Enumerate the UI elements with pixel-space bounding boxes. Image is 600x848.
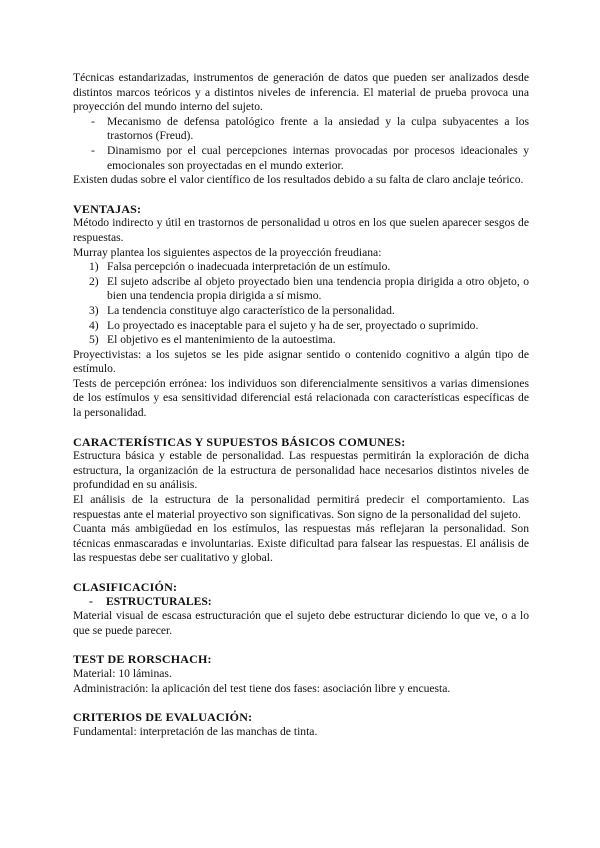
paragraph: Material visual de escasa estructuración que el sujeto debe estructurar diciendo lo que ve, o a lo que se puede parecer. xyxy=(73,609,529,637)
paragraph: Murray plantea los siguientes aspectos de la proyección freudiana: xyxy=(73,245,382,259)
paragraph: El análisis de la estructura de la personalidad permitirá predecir el comportamiento. Las respuestas ante el material proyectivo son significativas. Son signo de la personalidad del sujeto. xyxy=(73,493,529,521)
list-item-text: La tendencia constituye algo característico de la personalidad. xyxy=(107,303,395,317)
numbered-list xyxy=(73,260,529,348)
list-number: 2) xyxy=(89,274,99,288)
subsection-label: ESTRUCTURALES: xyxy=(106,594,212,608)
list-item xyxy=(89,333,529,348)
list-item-text: Falsa percepción o inadecuada interpretación de un estímulo. xyxy=(107,260,391,274)
section-title-caracteristicas: CARACTERÍSTICAS Y SUPUESTOS BÁSICOS COMUNES: xyxy=(73,434,406,449)
list-item xyxy=(89,319,529,334)
list-item xyxy=(89,304,529,319)
list-item xyxy=(89,260,529,275)
intro-paragraph: Técnicas estandarizadas, instrumentos de generación de datos que pueden ser analizados desde distintos marcos teóricos y a distintos niveles de inferencia. El material de prueba provoca una proyección del mundo interno del sujeto. xyxy=(73,71,529,114)
subsection-title-estructurales xyxy=(73,595,529,610)
paragraph: Fundamental: interpretación de las manchas de tinta. xyxy=(73,724,318,738)
dash-marker: - xyxy=(89,594,93,608)
section-title-rorschach: TEST DE RORSCHACH: xyxy=(73,652,212,667)
list-number: 3) xyxy=(89,303,99,317)
section-title-criterios: CRITERIOS DE EVALUACIÓN: xyxy=(73,710,253,725)
intro-bullet-list xyxy=(73,115,529,173)
paragraph: Cuanta más ambigüedad en los estímulos, las respuestas más reflejaran la personalidad. Son técnicas enmascaradas e involuntarias. Existe dificultad para falsear las respuestas. El análisis de las respuestas debe ser cualitativo y global. xyxy=(73,522,529,565)
list-item-text: Lo proyectado es inaceptable para el sujeto y ha de ser, proyectado o suprimido. xyxy=(107,318,479,332)
paragraph: Proyectivistas: a los sujetos se les pide asignar sentido o contenido cognitivo a algún tipo de estímulo. xyxy=(73,347,529,376)
intro-paragraph-2: Existen dudas sobre el valor científico de los resultados debido a su falta de claro anclaje teórico. xyxy=(73,173,524,187)
section-title-ventajas: VENTAJAS: xyxy=(73,201,142,216)
list-item: - Mecanismo de defensa patológico frente a la ansiedad y la culpa subyacentes a los trastornos (Freud). xyxy=(85,115,529,144)
list-item-text: El sujeto adscribe al objeto proyectado bien una tendencia propia dirigida a otro objeto, o bien una tendencia propia dirigida a sí mismo. xyxy=(107,274,529,303)
paragraph: Tests de percepción errónea: los individuos son diferencialmente sensitivos a varias dimensiones de los estímulos y esa sensitividad diferencial está relacionada con características específicas de la personalidad. xyxy=(73,376,529,420)
paragraph: Estructura básica y estable de personalidad. Las respuestas permitirán la exploración de dicha estructura, la organización de la estructura de personalidad hace necesarios distintos niveles de profundidad en su análisis. xyxy=(73,449,529,492)
document-page xyxy=(73,71,529,739)
list-number: 4) xyxy=(89,318,99,332)
list-number: 1) xyxy=(89,260,99,274)
list-item: - Dinamismo por el cual percepciones internas provocadas por procesos ideacionales y emocionales son proyectadas en el mundo exterior. xyxy=(85,144,529,173)
paragraph: Material: 10 láminas. xyxy=(73,666,172,680)
paragraph: Administración: la aplicación del test tiene dos fases: asociación libre y encuesta. xyxy=(73,681,451,695)
section-title-clasificacion: CLASIFICACIÓN: xyxy=(73,580,178,594)
list-item-text: El objetivo es el mantenimiento de la autoestima. xyxy=(107,333,336,347)
list-item xyxy=(89,275,529,304)
list-number: 5) xyxy=(89,333,99,347)
paragraph: Método indirecto y útil en trastornos de personalidad u otros en los que suelen aparecer sesgos de respuestas. xyxy=(73,216,529,244)
